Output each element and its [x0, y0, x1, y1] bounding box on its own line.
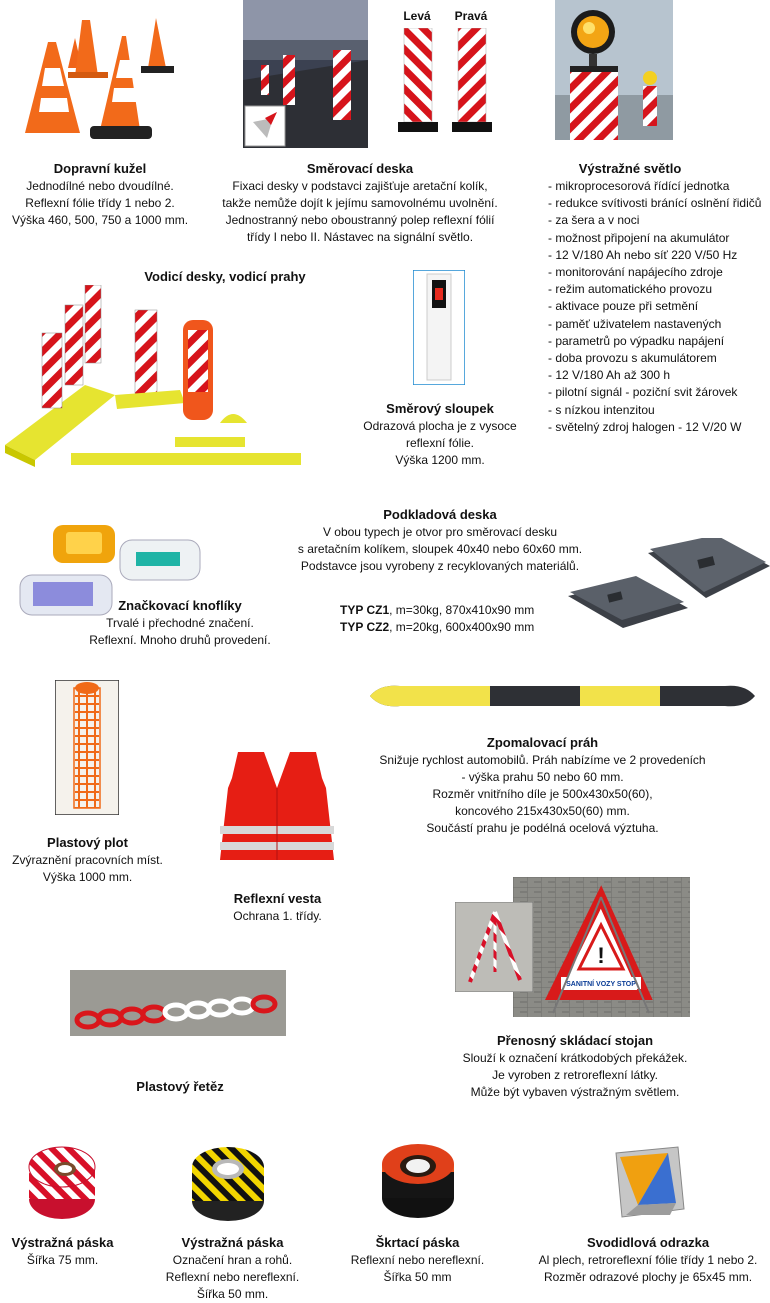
base-line: s aretačním kolíkem, sloupek 40x40 nebo 60x60 mm.: [297, 542, 583, 556]
list-item: - možnost připojení na akumulátor: [548, 230, 730, 245]
list-item: - doba provozu s akumulátorem: [548, 351, 717, 366]
tape2-line: Označení hran a rohů.: [172, 1253, 293, 1267]
list-item: - s nízkou intenzitou: [548, 402, 655, 417]
board-block: [210, 160, 510, 246]
vest-line: Ochrana 1. třídy.: [233, 909, 322, 923]
traffic-cones-image: [20, 8, 180, 143]
reflector-line: Rozměr odrazové plochy je 65x45 mm.: [543, 1270, 753, 1284]
right-board-label-text: Pravá: [454, 9, 488, 23]
cz1-label: TYP CZ1: [340, 603, 390, 617]
light-title-block: [545, 160, 715, 178]
cone-line: Výška 460, 500, 750 a 1000 mm.: [11, 213, 189, 227]
base-line: V obou typech je otvor pro směrovací desku: [322, 525, 558, 539]
studs-line: Reflexní. Mnoho druhů provedení.: [89, 633, 271, 647]
base-line: Podstavce jsou vyrobeny z recyklovaných materiálů.: [300, 559, 580, 573]
guides-title-block: [100, 268, 350, 286]
list-item: - mikroprocesorová řídící jednotka: [548, 179, 730, 193]
guardrail-reflector-image: [608, 1145, 686, 1223]
list-item: - parametrů po výpadku napájení: [548, 333, 725, 348]
fence-line: Zvýraznění pracovních míst.: [12, 853, 163, 867]
post-line: reflexní fólie.: [405, 436, 475, 450]
marking-tape-image: [378, 1140, 458, 1222]
base-type-cz2: [340, 619, 534, 636]
vest-title: Reflexní vesta: [233, 891, 322, 906]
bump-line: koncového 215x430x50(60) mm.: [455, 804, 630, 818]
guide-boards-image: [5, 285, 310, 470]
chain-block: [100, 1078, 260, 1096]
fence-line: Výška 1000 mm.: [42, 870, 133, 884]
studs-title: Značkovací knoflíky: [118, 598, 242, 613]
cz2-spec: , m=20kg, 600x400x90 mm: [389, 620, 535, 635]
warning-tape-black-yellow-image: [188, 1143, 268, 1225]
list-item: - 12 V/180 Ah nebo síť 220 V/50 Hz: [548, 247, 738, 262]
warning-light-photo: [555, 0, 673, 140]
stand-line: Může být vybaven výstražným světlem.: [470, 1085, 680, 1099]
tape1-block: [0, 1234, 125, 1269]
chain-title: Plastový řetěz: [136, 1079, 224, 1094]
list-item: - redukce svítivosti bránící oslnění řidičů: [548, 196, 762, 211]
right-board-label: [447, 8, 495, 25]
svg-text:!: !: [597, 943, 605, 968]
list-item: - pilotní signál - poziční svit žárovek: [548, 385, 738, 400]
bump-block: [360, 734, 725, 837]
stand-title: Přenosný skládací stojan: [496, 1033, 654, 1048]
list-item: - monitorování napájecího zdroje: [548, 265, 723, 280]
stand-line: Slouží k označení krátkodobých překážek.: [462, 1051, 688, 1065]
reflector-block: [528, 1234, 768, 1286]
stand-sign-text: SANITNÍ VOZY STOP: [566, 981, 636, 988]
stand-frame-photo: [455, 902, 533, 992]
tape2-block: [155, 1234, 310, 1303]
fence-block: [0, 834, 175, 886]
left-board-image: [398, 28, 438, 134]
list-item: - světelný zdroj halogen - 12 V/20 W: [548, 419, 742, 434]
base-plates-image: [568, 538, 770, 630]
stand-line: Je vyroben z retroreflexní látky.: [492, 1068, 658, 1082]
vest-block: [195, 890, 360, 925]
tape2-line: Šířka 50 mm.: [196, 1287, 269, 1301]
warning-tape-red-image: [25, 1143, 100, 1223]
stand-block: [410, 1032, 740, 1101]
left-board-label-text: Levá: [403, 9, 431, 23]
studs-block: [75, 597, 285, 649]
base-title: Podkladová deska: [383, 507, 497, 522]
light-features-list: [548, 178, 761, 436]
guides-title: Vodicí desky, vodicí prahy: [144, 269, 306, 284]
tape1-line: Šířka 75 mm.: [26, 1253, 99, 1267]
board-line: Jednostranný nebo oboustranný polep reflexní fólií: [225, 213, 495, 227]
cz2-label: TYP CZ2: [340, 620, 390, 635]
cone-block: [0, 160, 200, 229]
cone-line: Reflexní fólie třídy 1 nebo 2.: [25, 196, 175, 210]
cone-line: Jednodílné nebo dvoudílné.: [26, 179, 174, 193]
list-item: - režim automatického provozu: [548, 282, 713, 297]
cone-title: Dopravní kužel: [53, 161, 147, 176]
studs-line: Trvalé i přechodné značení.: [106, 616, 254, 630]
plastic-chain-image: [70, 970, 286, 1036]
left-board-label: [393, 8, 441, 25]
tape3-block: [335, 1234, 500, 1286]
list-item: - aktivace pouze při setmění: [548, 299, 699, 314]
bump-line: Součástí prahu je podélná ocelová výztuha.: [426, 821, 659, 835]
post-title: Směrový sloupek: [386, 401, 494, 416]
bump-line: Rozměr vnitřního díle je 500x430x50(60),: [432, 787, 653, 801]
list-item: - paměť uživatelem nastavených: [548, 316, 722, 331]
base-types: [340, 602, 534, 636]
list-item: - za šera a v noci: [548, 213, 640, 228]
reflector-line: Al plech, retroreflexní fólie třídy 1 nebo 2.: [538, 1253, 758, 1267]
cz1-spec: , m=30kg, 870x410x90 mm: [389, 603, 535, 617]
bump-line: - výška prahu 50 nebo 60 mm.: [461, 770, 624, 784]
direction-post-image: [413, 270, 465, 385]
road-boards-photo: [243, 0, 368, 148]
tape3-line: Reflexní nebo nereflexní.: [350, 1253, 485, 1267]
board-line: třídy I nebo II. Nástavec na signální světlo.: [246, 230, 474, 244]
light-title: Výstražné světlo: [578, 161, 682, 176]
board-line: takže nemůže dojít k jejímu samovolnému uvolnění.: [222, 196, 498, 210]
bump-title: Zpomalovací práh: [486, 735, 599, 750]
board-line: Fixaci desky v podstavci zajišťuje aretační kolík,: [232, 179, 488, 193]
post-line: Odrazová plocha je z vysoce: [363, 419, 517, 433]
post-line: Výška 1200 mm.: [395, 453, 485, 467]
board-title: Směrovací deska: [306, 161, 414, 176]
reflective-vest-image: [218, 748, 336, 866]
base-block: [275, 506, 605, 575]
base-type-cz1: [340, 602, 534, 619]
list-item: - 12 V/180 Ah až 300 h: [548, 368, 671, 383]
plastic-fence-image: [55, 680, 119, 815]
tape2-title: Výstražná páska: [181, 1235, 284, 1250]
tape3-line: Šířka 50 mm: [383, 1270, 452, 1284]
portable-stand-photo: [513, 877, 690, 1017]
right-board-image: [452, 28, 492, 134]
tape2-line: Reflexní nebo nereflexní.: [165, 1270, 300, 1284]
fence-title: Plastový plot: [47, 835, 128, 850]
tape3-title: Škrtací páska: [375, 1235, 460, 1250]
reflector-title: Svodidlová odrazka: [586, 1235, 710, 1250]
speed-bump-image: [370, 680, 755, 712]
bump-line: Snižuje rychlost automobilů. Práh nabízíme ve 2 provedeních: [379, 753, 706, 767]
post-block: [340, 400, 540, 469]
tape1-title: Výstražná páska: [11, 1235, 114, 1250]
